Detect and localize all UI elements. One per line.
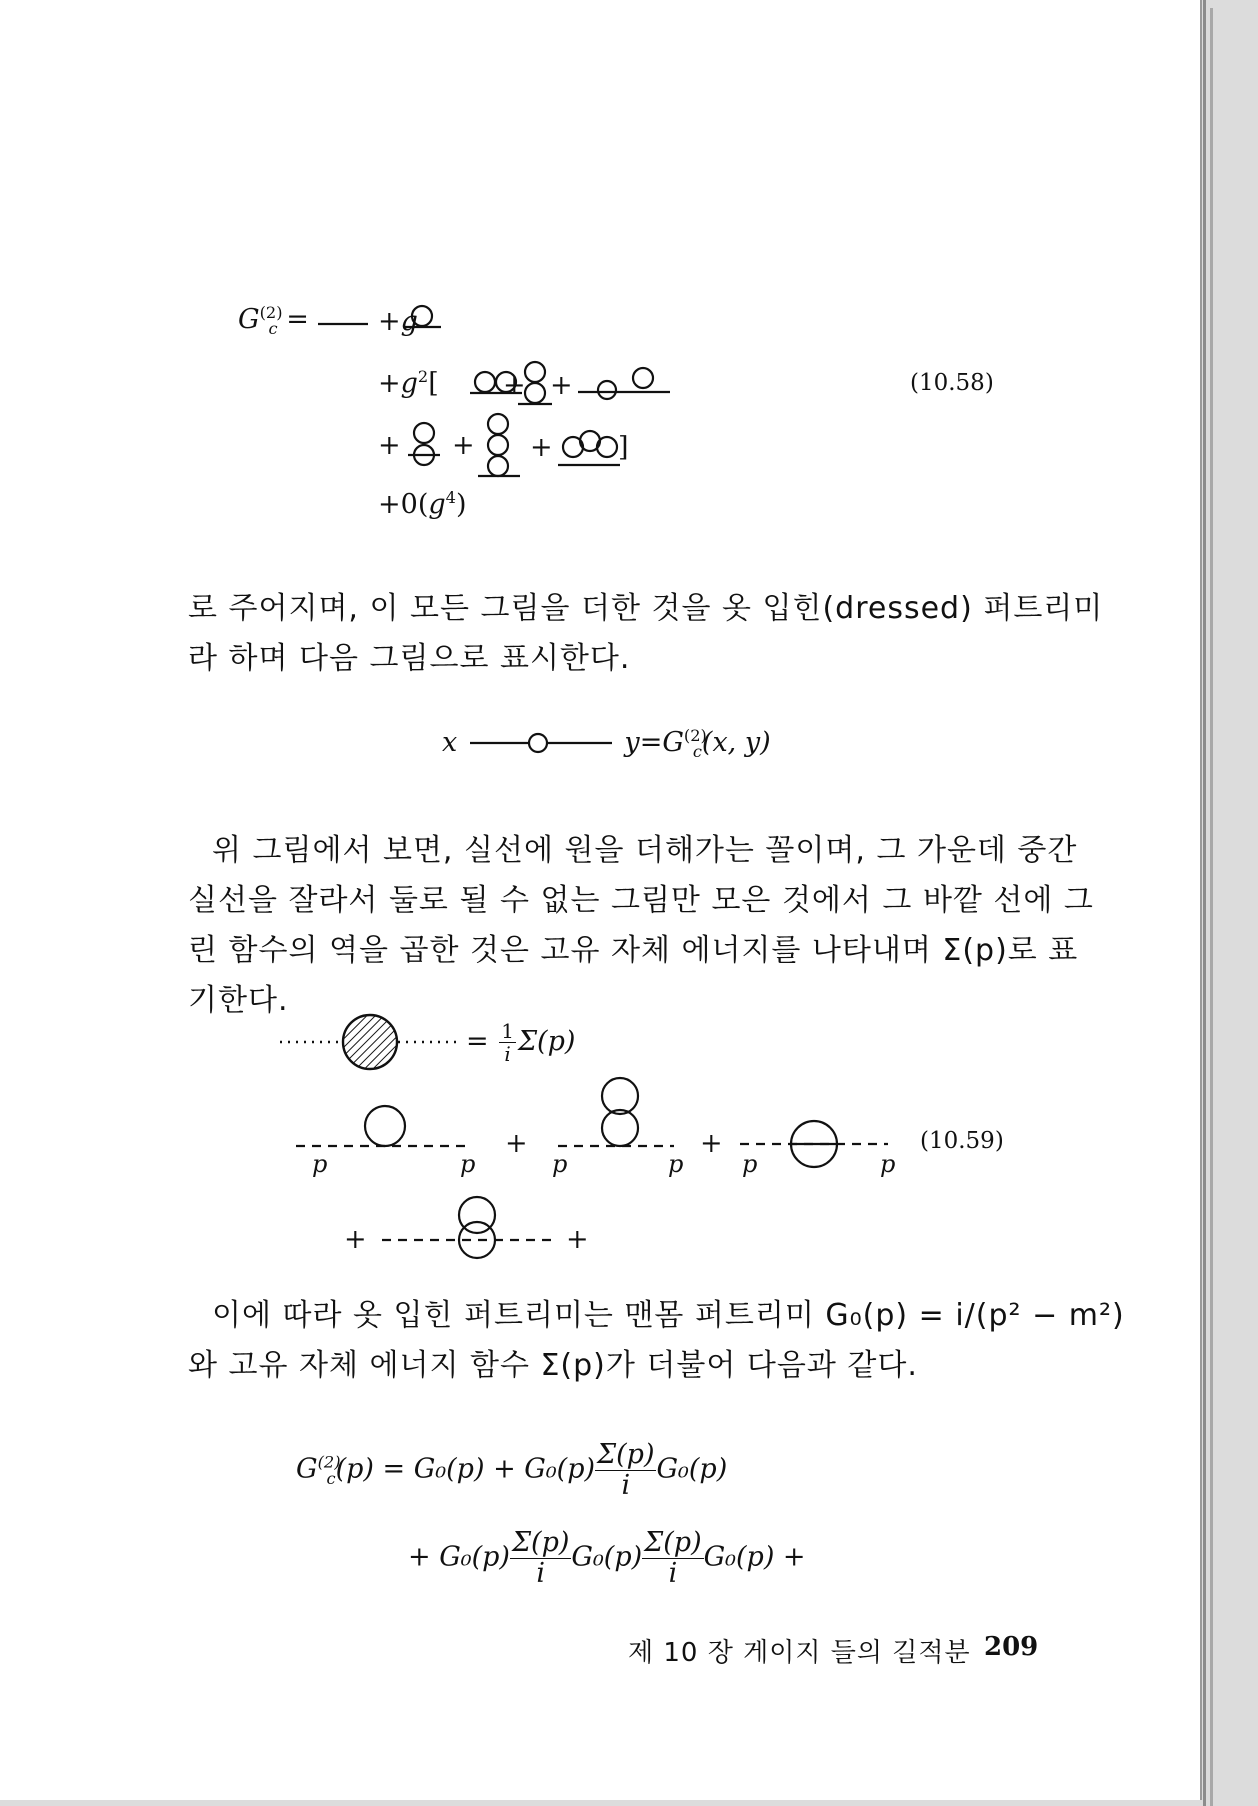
paragraph-line: 실선을 잘라서 둘로 될 수 없는 그림만 모은 것에서 그 바깥 선에 그 xyxy=(188,883,1094,918)
plus-sign: + xyxy=(503,370,526,401)
double-bubble-diagram xyxy=(558,1078,674,1146)
equation-number: (10.58) xyxy=(910,370,994,396)
sunset-with-tadpole-diagram xyxy=(578,368,670,399)
paragraph-line: 와 고유 자체 에너지 함수 Σ(p)가 더불어 다음과 같다. xyxy=(188,1348,918,1383)
self-energy-blob-diagram xyxy=(280,1015,458,1069)
paragraph-line: 라 하며 다음 그림으로 표시한다. xyxy=(188,641,631,676)
eq-10-59-diagrams xyxy=(0,1000,1258,1320)
paragraph-line: 기한다. xyxy=(188,983,289,1018)
paragraph-line: 로 주어지며, 이 모든 그림을 더한 것을 옷 입힌(dressed) 퍼트리미 xyxy=(188,591,1104,626)
paragraph-line: 이에 따라 옷 입힌 퍼트리미는 맨몸 퍼트리미 G₀(p) = i/(p² − m²) xyxy=(212,1298,1125,1333)
eq-10-58-order-term: $+0(g^4)$ xyxy=(378,488,467,520)
eq-10-58-row1-term: +g xyxy=(378,306,418,337)
dyson-equation-line2: + G₀(p) $\frac{\Sigma(p)}{i}$ G₀(p) $\frac{\Sigma(p)}{i}$ G₀(p) + xyxy=(408,1527,806,1589)
eq-10-58-lhs: $G^{(2)}_c$ = xyxy=(238,303,309,339)
momentum-label: p xyxy=(668,1150,684,1178)
plus-sign: + xyxy=(344,1224,367,1255)
eq-10-58-row2-prefix: $+g^2$[ xyxy=(378,367,439,399)
triple-tadpole-diagram xyxy=(558,431,620,465)
self-energy-definition: = $\frac{1}{i}$ Σ(p) xyxy=(466,1019,576,1066)
triple-stack-diagram xyxy=(478,414,520,476)
figure-eight-on-line-diagram xyxy=(408,423,440,465)
equation-number: (10.59) xyxy=(920,1128,1004,1154)
plus-sign: + xyxy=(378,430,401,461)
momentum-label: p xyxy=(742,1150,758,1178)
page-number: 209 xyxy=(984,1632,1039,1662)
eq-dressed: x $y=G^{(2)}_c(x$, y) xyxy=(442,726,771,762)
running-footer-chapter: 제 10 장 게이지 들의 길적분 xyxy=(628,1638,971,1668)
figure-eight-sunset-diagram xyxy=(382,1197,558,1258)
plus-sign: + xyxy=(550,370,573,401)
plus-sign: + xyxy=(452,430,475,461)
dyson-equation-line1: $G^{(2)}_c(p) = G_0(p) + G_0(p)$ $\frac{\Sigma(p)}{i}$ G₀(p) xyxy=(296,1439,728,1501)
bracket-close: ] xyxy=(618,432,629,463)
paragraph-line: 위 그림에서 보면, 실선에 원을 더해가는 꼴이며, 그 가운데 중간 xyxy=(212,833,1078,868)
momentum-label: p xyxy=(880,1150,896,1178)
plus-sign: + xyxy=(700,1128,723,1159)
momentum-label: p xyxy=(460,1150,476,1178)
plus-sign: + xyxy=(566,1224,589,1255)
momentum-label: p xyxy=(312,1150,328,1178)
plus-sign: + xyxy=(505,1128,528,1159)
momentum-label: p xyxy=(552,1150,568,1178)
dressed-propagator-diagram xyxy=(466,730,616,754)
paragraph-line: 린 함수의 역을 곱한 것은 고유 자체 에너지를 나타내며 Σ(p)로 표 xyxy=(188,933,1079,968)
eq-10-58-diagrams xyxy=(0,0,1258,520)
tadpole-loop-diagram xyxy=(296,1106,470,1146)
sunset-loop-diagram xyxy=(740,1121,888,1167)
plus-sign: + xyxy=(530,432,553,463)
